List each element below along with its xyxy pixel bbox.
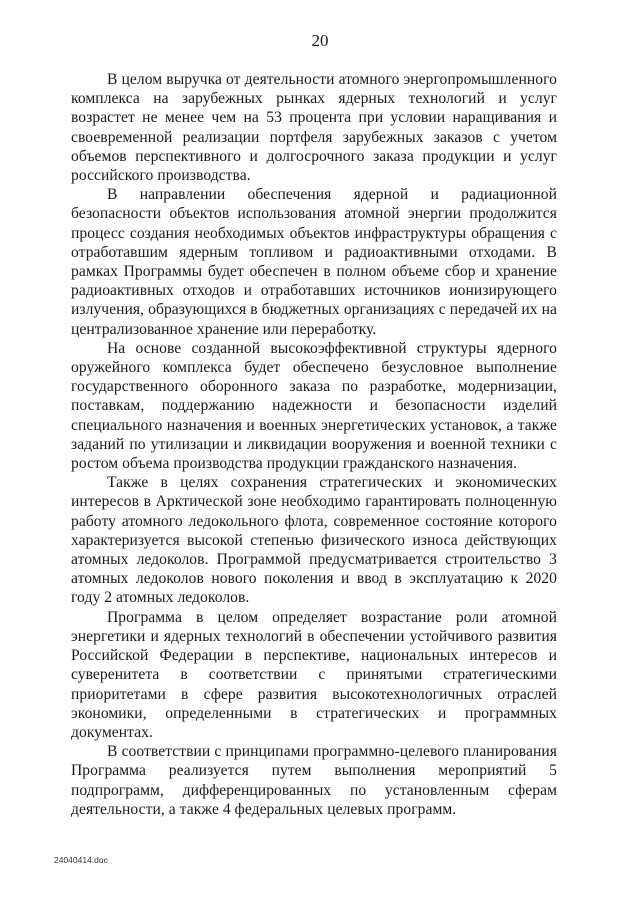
paragraph: В направлении обеспечения ядерной и радиационной безопасности объектов использования атомной энергии продолжится процесс создания необходимых объектов инфраструктуры обращения с отработавшим ядерным топливом и радиоактивными отходами. В рамках Программы будет обеспечен в полном объеме сбор и хранение радиоактивных отходов и отработавших источников ионизирующего излучения, образующихся в бюджетных организациях с передачей их на централизованное хранение или переработку. (71, 186, 557, 338)
paragraph: Также в целях сохранения стратегических и экономических интересов в Арктической зоне необходимо гарантировать полноценную работу атомного ледокольного флота, современное состояние которого характеризуется высокой степенью физического износа действующих атомных ледоколов. Программой предусматривается строительство 3 атомных ледоколов нового поколения и ввод в эксплуатацию к 2020 году 2 атомных ледоколов. (71, 474, 557, 607)
footer-filename: 24040414.doc (54, 855, 108, 865)
paragraph: В целом выручка от деятельности атомного энергопромышленного комплекса на зарубежных рынках ядерных технологий и услуг возрастет не менее чем на 53 процента при условии наращивания и своевременной реализации портфеля зарубежных заказов с учетом объемов перспективного и долгосрочного заказа продукции и услуг российского производства. (71, 71, 557, 185)
paragraph: Программа в целом определяет возрастание роли атомной энергетики и ядерных технологий в обеспечении устойчивого развития Российской Федерации в перспективе, национальных интересов и суверенитета в соответствии с принятыми стратегическими приоритетами в сфере развития высокотехнологичных отраслей экономики, определенными в стратегических и программных документах. (71, 608, 557, 741)
paragraph: На основе созданной высокоэффективной структуры ядерного оружейного комплекса будет обеспечено безусловное выполнение государственного оборонного заказа по разработке, модернизации, поставкам, поддержанию надежности и безопасности изделий специального назначения и военных энергетических установок, а также заданий по утилизации и ликвидации вооружения и военной техники с ростом объема производства продукции гражданского назначения. (71, 339, 557, 473)
body-text (71, 70, 557, 819)
page-number: 20 (311, 31, 329, 50)
paragraph: В соответствии с принципами программно-целевого планирования Программа реализуется путем выполнения мероприятий 5 подпрограмм, дифференцированных по установленным сферам деятельности, а также 4 федеральных целевых программ. (71, 743, 557, 818)
